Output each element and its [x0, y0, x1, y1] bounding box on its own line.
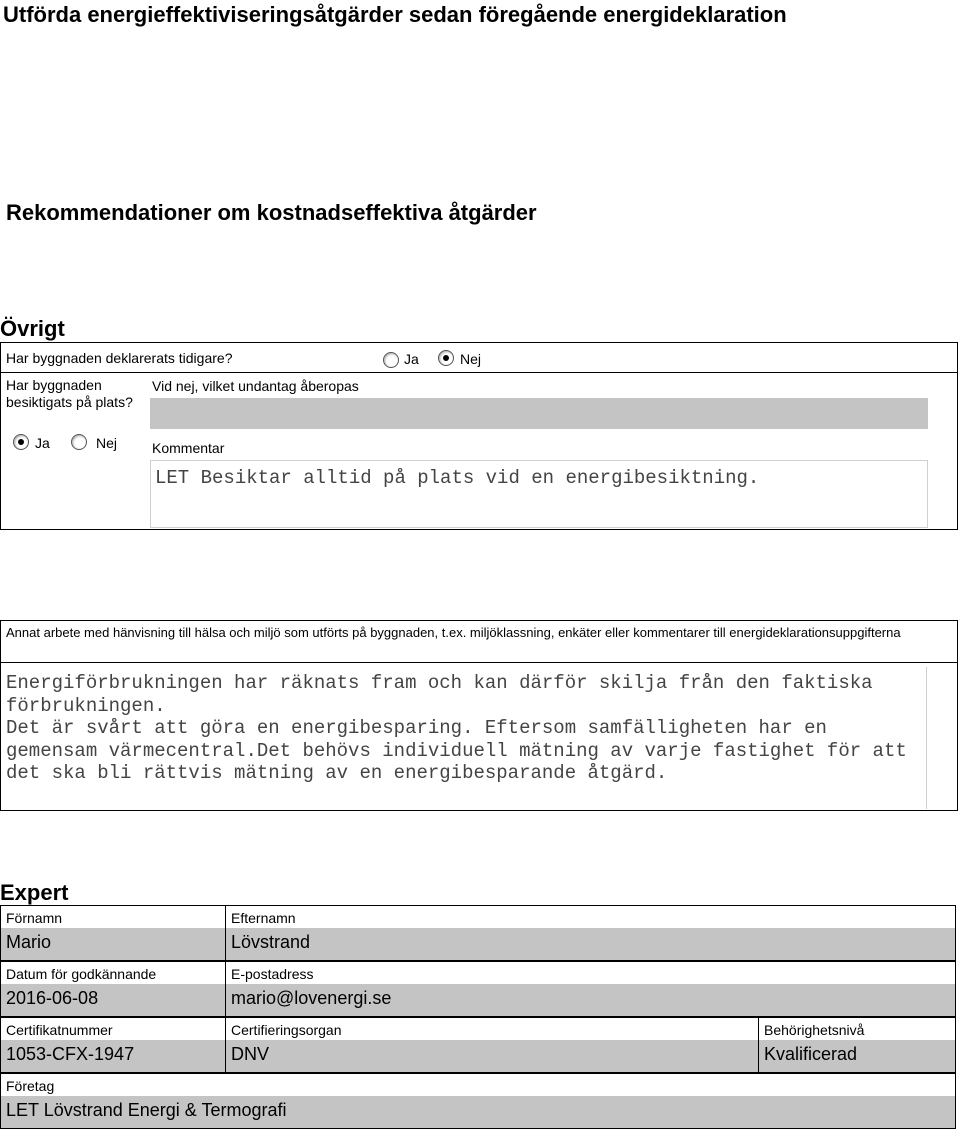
- approval-date-label: Datum för godkännande: [6, 966, 157, 982]
- inspected-yes-radio[interactable]: [13, 434, 29, 450]
- last-name-label: Efternamn: [231, 910, 296, 926]
- first-name-label: Förnamn: [6, 910, 63, 926]
- last-name-value: Lövstrand: [231, 932, 311, 952]
- cert-number-label: Certifikatnummer: [6, 1022, 113, 1038]
- first-name-value: Mario: [6, 932, 52, 952]
- cert-number-value: 1053-CFX-1947: [6, 1044, 135, 1064]
- performed-measures-title: Utförda energieffektiviseringsåtgärder sedan föregående energideklaration: [3, 2, 787, 27]
- other-title: Övrigt: [0, 316, 65, 341]
- email-cell: [225, 961, 956, 1017]
- last-name-field[interactable]: [226, 928, 955, 960]
- other-work-input[interactable]: [1, 667, 927, 809]
- email-field[interactable]: [226, 984, 955, 1016]
- level-cell: [758, 1017, 956, 1073]
- comment-input[interactable]: [150, 460, 928, 528]
- other-work-text: Energiförbrukningen har räknats fram och kan därför skilja från den faktiska förbrukningen. Det är svårt att göra en energibesparing. Eftersom samfälligheten har en gemensam värmecentral.Det behövs individuell mätning av varje fastighet för att det ska bli rättvis mätning av en energibesparande åtgärd.: [6, 672, 907, 784]
- comment-text: LET Besiktar alltid på plats vid en energibesiktning.: [155, 467, 760, 489]
- exception-label: Vid nej, vilket undantag åberopas: [152, 378, 359, 394]
- first-name-cell: [0, 905, 226, 961]
- cert-body-label: Certifieringsorgan: [231, 1022, 342, 1038]
- cert-body-field[interactable]: [226, 1040, 758, 1072]
- cert-number-field[interactable]: [1, 1040, 225, 1072]
- company-field[interactable]: [1, 1096, 955, 1128]
- expert-title: Expert: [0, 880, 69, 905]
- cert-body-cell: [225, 1017, 759, 1073]
- declared-before-no-label: Nej: [460, 351, 482, 367]
- company-cell: [0, 1073, 956, 1129]
- company-label: Företag: [6, 1078, 55, 1094]
- last-name-cell: [225, 905, 956, 961]
- inspected-no-radio[interactable]: [71, 434, 87, 450]
- recommendations-title: Rekommendationer om kostnadseffektiva åtgärder: [6, 200, 537, 225]
- cert-body-value: DNV: [231, 1044, 270, 1064]
- inspected-no-label: Nej: [96, 435, 118, 451]
- company-value: LET Lövstrand Energi & Termografi: [6, 1100, 287, 1120]
- exception-input[interactable]: [150, 398, 928, 429]
- inspected-label: Har byggnaden besiktigats på plats?: [6, 377, 133, 410]
- level-value: Kvalificerad: [764, 1044, 858, 1064]
- first-name-field[interactable]: [1, 928, 225, 960]
- declared-before-label: Har byggnaden deklarerats tidigare?: [6, 350, 233, 366]
- approval-date-field[interactable]: [1, 984, 225, 1016]
- declared-before-yes-label: Ja: [404, 351, 419, 367]
- level-field[interactable]: [759, 1040, 955, 1072]
- divider: [0, 372, 958, 373]
- other-work-label: Annat arbete med hänvisning till hälsa och miljö som utförts på byggnaden, t.ex. miljöklassning, enkäter eller kommentarer till energideklarationsuppgifterna: [6, 625, 901, 640]
- email-label: E-postadress: [231, 966, 314, 982]
- inspected-yes-label: Ja: [35, 435, 50, 451]
- approval-date-value: 2016-06-08: [6, 988, 99, 1008]
- level-label: Behörighetsnivå: [764, 1022, 865, 1038]
- approval-date-cell: [0, 961, 226, 1017]
- divider: [0, 662, 958, 663]
- cert-number-cell: [0, 1017, 226, 1073]
- comment-label: Kommentar: [152, 440, 225, 456]
- email-value: mario@lovenergi.se: [231, 988, 392, 1008]
